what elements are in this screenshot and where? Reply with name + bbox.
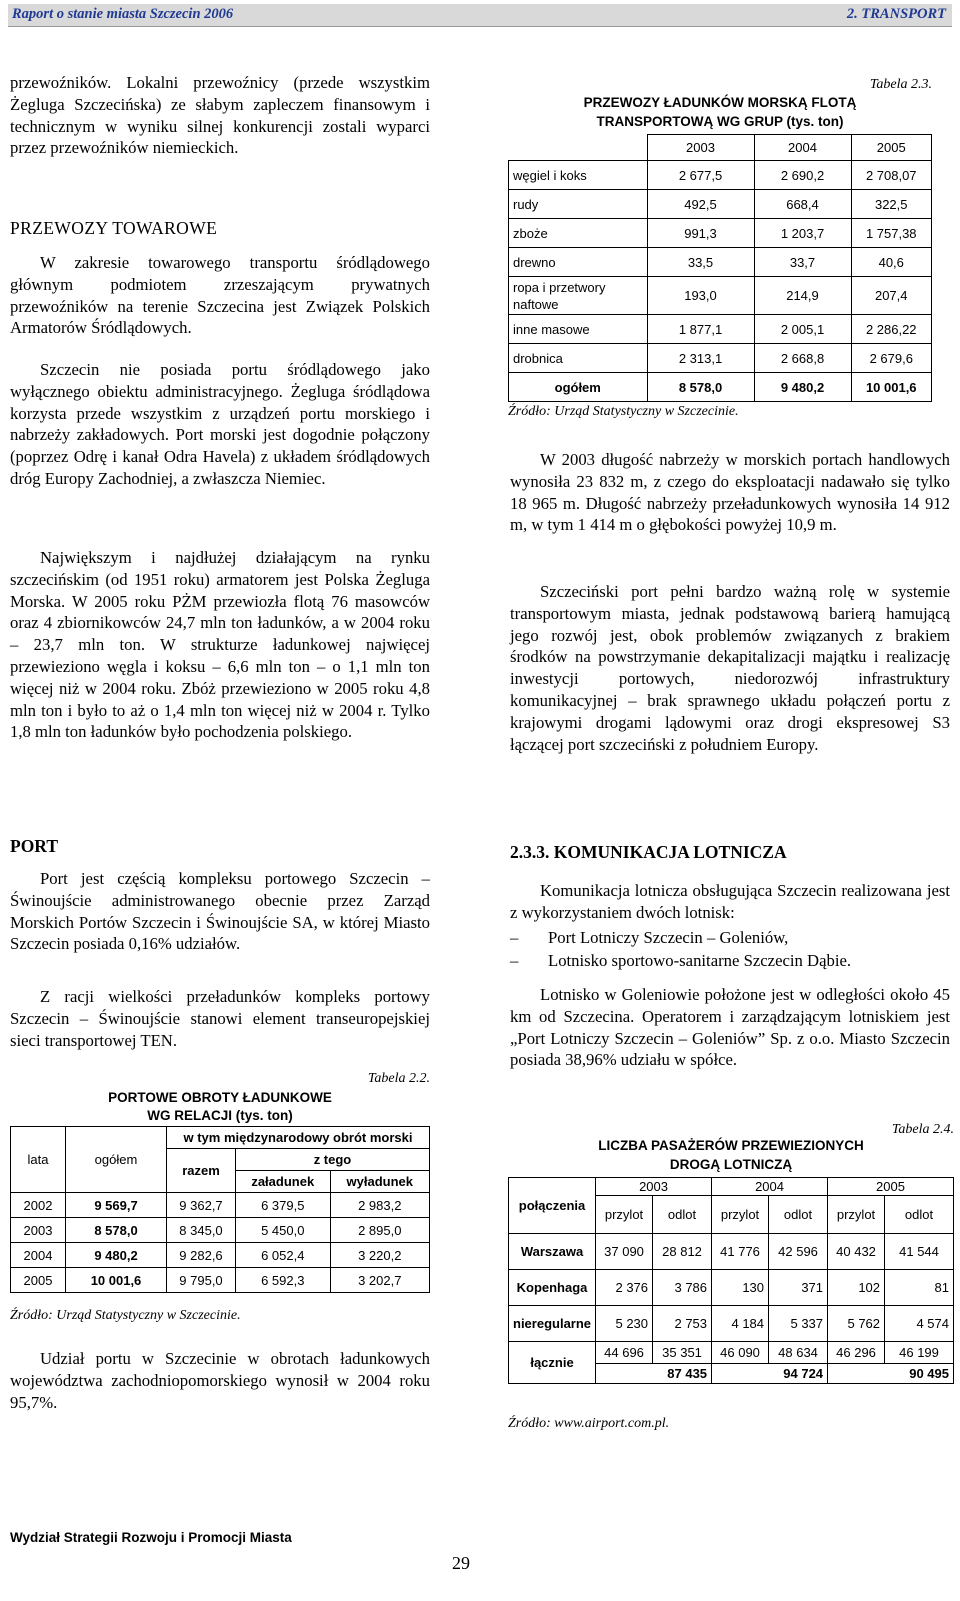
header-chapter: 2. TRANSPORT — [846, 6, 946, 22]
table-total-row — [509, 373, 932, 402]
col-header-arrivals: przylot — [596, 1196, 653, 1234]
table-2-2-title-line2: WG RELACJI (tys. ton) — [147, 1108, 293, 1123]
cell-loading: 6 379,5 — [235, 1193, 330, 1218]
cell-value: 130 — [712, 1270, 769, 1306]
header-report-title: Raport o stanie miasta Szczecin 2006 — [12, 6, 234, 22]
col-header-year: 2005 — [828, 1178, 954, 1196]
cell-year: 2003 — [11, 1218, 66, 1243]
section-heading-air: 2.3.3. KOMUNIKACJA LOTNICZA — [510, 842, 787, 862]
cell-value: 2 286,22 — [851, 315, 932, 344]
cell-value: 4 184 — [712, 1306, 769, 1342]
col-header-departures: odlot — [885, 1196, 954, 1234]
table-row — [509, 315, 932, 344]
cell-route: Kopenhaga — [509, 1270, 596, 1306]
cell-year: 2005 — [11, 1268, 66, 1293]
table-2-4-label: Tabela 2.4. — [891, 1122, 954, 1137]
cell-value: 2 376 — [596, 1270, 653, 1306]
col-header-arrivals: przylot — [712, 1196, 769, 1234]
paragraph-port-complex: Port jest częścią kompleksu portowego Szczecin – Świnoujście administrowanego obecnie przez Zarząd Morskich Portów Szczecin i Świnoujście SA, w której Miasto Szczecin posiada 0,16% udziałów. — [10, 869, 430, 954]
dash-bullet: – — [510, 928, 519, 947]
cell-year-sum: 94 724 — [712, 1364, 828, 1384]
cell-value: 3 786 — [653, 1270, 712, 1306]
cell-unloading: 3 220,2 — [330, 1243, 429, 1268]
paragraph-goleniow: Lotnisko w Goleniowie położone jest w odległości około 45 km od Szczecina. Operatorem i zarządzającym lotniskiem jest „Port Lotniczy Szczecin – Goleniów” Sp. z o.o. Miasto Szczecin posiada 38,96% udziału w spółce. — [510, 985, 950, 1070]
col-header-of-which: z tego — [235, 1149, 429, 1171]
cell-total: 10 001,6 — [851, 373, 932, 402]
dash-bullet: – — [510, 951, 519, 970]
cell-value: 668,4 — [754, 190, 851, 219]
cell-value: 102 — [828, 1270, 885, 1306]
table-2-2-source: Źródło: Urząd Statystyczny w Szczecinie. — [10, 1308, 241, 1323]
cell-cargo-group: węgiel i koks — [509, 161, 648, 190]
cell-value: 37 090 — [596, 1234, 653, 1270]
running-header — [8, 4, 952, 27]
table-row — [509, 190, 932, 219]
cell-value: 46 296 — [828, 1342, 885, 1364]
col-header-year: 2003 — [647, 135, 754, 161]
cell-value: 5 337 — [769, 1306, 828, 1342]
cell-year: 2004 — [11, 1243, 66, 1268]
cell-total-label: ogółem — [509, 373, 648, 402]
col-header-year: 2003 — [596, 1178, 712, 1196]
footer-department: Wydział Strategii Rozwoju i Promocji Miasta — [10, 1530, 292, 1545]
cell-total: 8 578,0 — [66, 1218, 167, 1243]
table-2-2-label: Tabela 2.2. — [367, 1071, 430, 1086]
cell-value: 1 877,1 — [647, 315, 754, 344]
table-row — [11, 1193, 430, 1218]
table-air-passengers — [508, 1177, 954, 1384]
cell-value: 35 351 — [653, 1342, 712, 1364]
cell-value: 492,5 — [647, 190, 754, 219]
cell-value: 33,7 — [754, 248, 851, 277]
airport-list — [510, 926, 950, 972]
col-header-departures: odlot — [653, 1196, 712, 1234]
cell-cargo-group: rudy — [509, 190, 648, 219]
table-row — [509, 1234, 954, 1270]
paragraph-quays: W 2003 długość nabrzeży w morskich portach handlowych wynosiła 23 832 m, z czego do eksploatacji nadawało się tylko 18 965 m. Długość nabrzeży przeładunkowych wynosiła 14 912 m, w tym 1 414 m o głębokości powyżej 10,9 m. — [510, 450, 950, 535]
cell-value: 322,5 — [851, 190, 932, 219]
col-header-subtotal: razem — [167, 1149, 236, 1193]
col-header-year: 2004 — [754, 135, 851, 161]
col-header-arrivals: przylot — [828, 1196, 885, 1234]
cell-value: 2 677,5 — [647, 161, 754, 190]
cell-value: 1 757,38 — [851, 219, 932, 248]
list-item-text: Lotnisko sportowo-sanitarne Szczecin Dąbie. — [548, 951, 852, 970]
col-header-loading: załadunek — [235, 1171, 330, 1193]
cell-cargo-group: zboże — [509, 219, 648, 248]
cell-total: 9 569,7 — [66, 1193, 167, 1218]
table-row — [509, 248, 932, 277]
cell-value: 5 230 — [596, 1306, 653, 1342]
cell-value: 81 — [885, 1270, 954, 1306]
cell-total: 10 001,6 — [66, 1268, 167, 1293]
cell-value: 41 776 — [712, 1234, 769, 1270]
col-header-year: 2005 — [851, 135, 932, 161]
col-header-departures: odlot — [769, 1196, 828, 1234]
table-row — [11, 1268, 430, 1293]
cell-loading: 6 592,3 — [235, 1268, 330, 1293]
cell-subtotal: 8 345,0 — [167, 1218, 236, 1243]
col-header-unloading: wyładunek — [330, 1171, 429, 1193]
cell-value: 2 690,2 — [754, 161, 851, 190]
cell-loading: 6 052,4 — [235, 1243, 330, 1268]
paragraph-port-role: Szczeciński port pełni bardzo ważną rolę w systemie transportowym miasta, jednak podstawową barierą hamującą jego rozwój jest, obok problemów związanych z brakiem środków na powstrzymanie dekapitalizacji majątku i realizację inwestycji portowych, niedorozwój infrastruktury komunikacyjnej – brak sprawnego układu połączeń portu z krajowymi drogami lądowymi oraz drogi ekspresowej S3 łączącej port szczeciński z południem Europy. — [510, 582, 950, 754]
cell-value: 2 668,8 — [754, 344, 851, 373]
table-row — [509, 277, 932, 315]
cell-value: 2 313,1 — [647, 344, 754, 373]
paragraph-ten-network: Z racji wielkości przeładunków kompleks portowy Szczecin – Świnoujście stanowi element transeuropejskiej sieci transportowej TEN. — [10, 987, 430, 1050]
cell-total-label: łącznie — [509, 1342, 596, 1384]
table-row — [509, 219, 932, 248]
col-header-years: lata — [11, 1127, 66, 1193]
table-2-3-title-line2: TRANSPORTOWĄ WG GRUP (tys. ton) — [596, 114, 844, 129]
paragraph-no-inland-port: Szczecin nie posiada portu śródlądowego jako wyłącznego obiektu administracyjnego. Żegluga śródlądowa korzysta przede wszystkim z urządzeń portu morskiego i nabrzeży zakładowych. Port morski jest dogodnie połączony (poprzez Odrę i kanał Odra Havela) z układem śródlądowych dróg Europy Zachodniej, a zwłaszcza Niemiec. — [10, 360, 430, 488]
cell-subtotal: 9 362,7 — [167, 1193, 236, 1218]
cell-unloading: 2 895,0 — [330, 1218, 429, 1243]
cell-value: 4 574 — [885, 1306, 954, 1342]
cell-value: 193,0 — [647, 277, 754, 315]
cell-cargo-group: ropa i przetwory naftowe — [509, 277, 648, 315]
col-header-connections: połączenia — [509, 1178, 596, 1234]
cell-value: 2 753 — [653, 1306, 712, 1342]
section-heading-port: PORT — [10, 836, 58, 856]
cell-value: 44 696 — [596, 1342, 653, 1364]
cell-value: 207,4 — [851, 277, 932, 315]
col-header-intl: w tym międzynarodowy obrót morski — [167, 1127, 430, 1149]
cell-value: 41 544 — [885, 1234, 954, 1270]
cell-value: 33,5 — [647, 248, 754, 277]
table-2-3-source: Źródło: Urząd Statystyczny w Szczecinie. — [508, 404, 739, 419]
cell-value: 46 199 — [885, 1342, 954, 1364]
cell-cargo-group: drewno — [509, 248, 648, 277]
cell-value: 991,3 — [647, 219, 754, 248]
table-row — [509, 161, 932, 190]
cell-value: 28 812 — [653, 1234, 712, 1270]
list-item-text: Port Lotniczy Szczecin – Goleniów, — [548, 928, 789, 947]
table-2-3-label: Tabela 2.3. — [869, 77, 932, 92]
cell-unloading: 2 983,2 — [330, 1193, 429, 1218]
cell-value: 2 679,6 — [851, 344, 932, 373]
list-item — [510, 926, 950, 949]
table-row — [11, 1243, 430, 1268]
cell-year: 2002 — [11, 1193, 66, 1218]
cell-value: 46 090 — [712, 1342, 769, 1364]
table-row — [509, 1270, 954, 1306]
cell-value: 2 708,07 — [851, 161, 932, 190]
cell-year-sum: 87 435 — [596, 1364, 712, 1384]
table-2-3-title-line1: PRZEWOZY ŁADUNKÓW MORSKĄ FLOTĄ — [583, 95, 857, 110]
cell-loading: 5 450,0 — [235, 1218, 330, 1243]
cell-value: 40,6 — [851, 248, 932, 277]
paragraph-carriers: przewoźników. Lokalni przewoźnicy (przede wszystkim Żegluga Szczecińska) ze słabym zapleczem finansowym i technicznym w wyniku silnej konkurencji zostali wyparci przez przewoźników niemieckich. — [10, 73, 430, 158]
cell-year-sum: 90 495 — [828, 1364, 954, 1384]
cell-value: 5 762 — [828, 1306, 885, 1342]
paragraph-air-transport: Komunikacja lotnicza obsługująca Szczecin realizowana jest z wykorzystaniem dwóch lotnisk: — [510, 881, 950, 922]
table-2-2-title-line1: PORTOWE OBROTY ŁADUNKOWE — [108, 1090, 332, 1105]
cell-total: 9 480,2 — [754, 373, 851, 402]
table-row — [509, 1306, 954, 1342]
cell-route: nieregularne — [509, 1306, 596, 1342]
cell-subtotal: 9 282,6 — [167, 1243, 236, 1268]
cell-value: 48 634 — [769, 1342, 828, 1364]
cell-route: Warszawa — [509, 1234, 596, 1270]
col-header-year: 2004 — [712, 1178, 828, 1196]
paragraph-inland-shipping: W zakresie towarowego transportu śródlądowego głównym podmiotem zrzeszającym prywatnych przewoźników na terenie Szczecina jest Związek Polskich Armatorów Śródlądowych. — [10, 253, 430, 338]
page-number: 29 — [452, 1553, 470, 1573]
table-total-row — [509, 1342, 954, 1364]
cell-total: 8 578,0 — [647, 373, 754, 402]
cell-value: 371 — [769, 1270, 828, 1306]
table-2-4-title-line2: DROGĄ LOTNICZĄ — [669, 1157, 793, 1172]
paragraph-port-share: Udział portu w Szczecinie w obrotach ładunkowych województwa zachodniopomorskiego wynosił w 2004 roku 95,7%. — [10, 1349, 430, 1412]
col-header-total: ogółem — [66, 1127, 167, 1193]
table-sea-cargo — [508, 134, 932, 402]
cell-value: 40 432 — [828, 1234, 885, 1270]
table-2-4-source: Źródło: www.airport.com.pl. — [508, 1416, 670, 1431]
cell-value: 214,9 — [754, 277, 851, 315]
table-2-4-title-line1: LICZBA PASAŻERÓW PRZEWIEZIONYCH — [598, 1138, 864, 1153]
cell-value: 42 596 — [769, 1234, 828, 1270]
cell-total: 9 480,2 — [66, 1243, 167, 1268]
cell-subtotal: 9 795,0 — [167, 1268, 236, 1293]
cell-value: 1 203,7 — [754, 219, 851, 248]
list-item — [510, 949, 950, 972]
table-row — [509, 344, 932, 373]
cell-cargo-group: inne masowe — [509, 315, 648, 344]
cell-cargo-group: drobnica — [509, 344, 648, 373]
table-row — [11, 1218, 430, 1243]
cell-unloading: 3 202,7 — [330, 1268, 429, 1293]
paragraph-pzm: Największym i najdłużej działającym na rynku szczecińskim (od 1951 roku) armatorem jest Polska Żegluga Morska. W 2005 roku PŻM przewiozła flotą 76 masowców oraz 4 zbiornikowców 24,7 mln ton ładunków, a w 2004 roku – 23,7 mln ton. W strukturze ładunkowej najwięcej przewieziono węgla i koksu – 6,6 mln ton – o 1,1 mln ton więcej niż w 2004 roku. Zbóż przewieziono w 2005 roku 4,8 mln ton i było to aż o 1,4 mln ton więcej niż w 2004 r. Tylko 1,8 mln ton ładunków było pochodzenia polskiego. — [10, 548, 430, 742]
section-heading-freight: PRZEWOZY TOWAROWE — [10, 218, 218, 238]
cell-value: 2 005,1 — [754, 315, 851, 344]
table-port-turnover — [10, 1126, 430, 1293]
